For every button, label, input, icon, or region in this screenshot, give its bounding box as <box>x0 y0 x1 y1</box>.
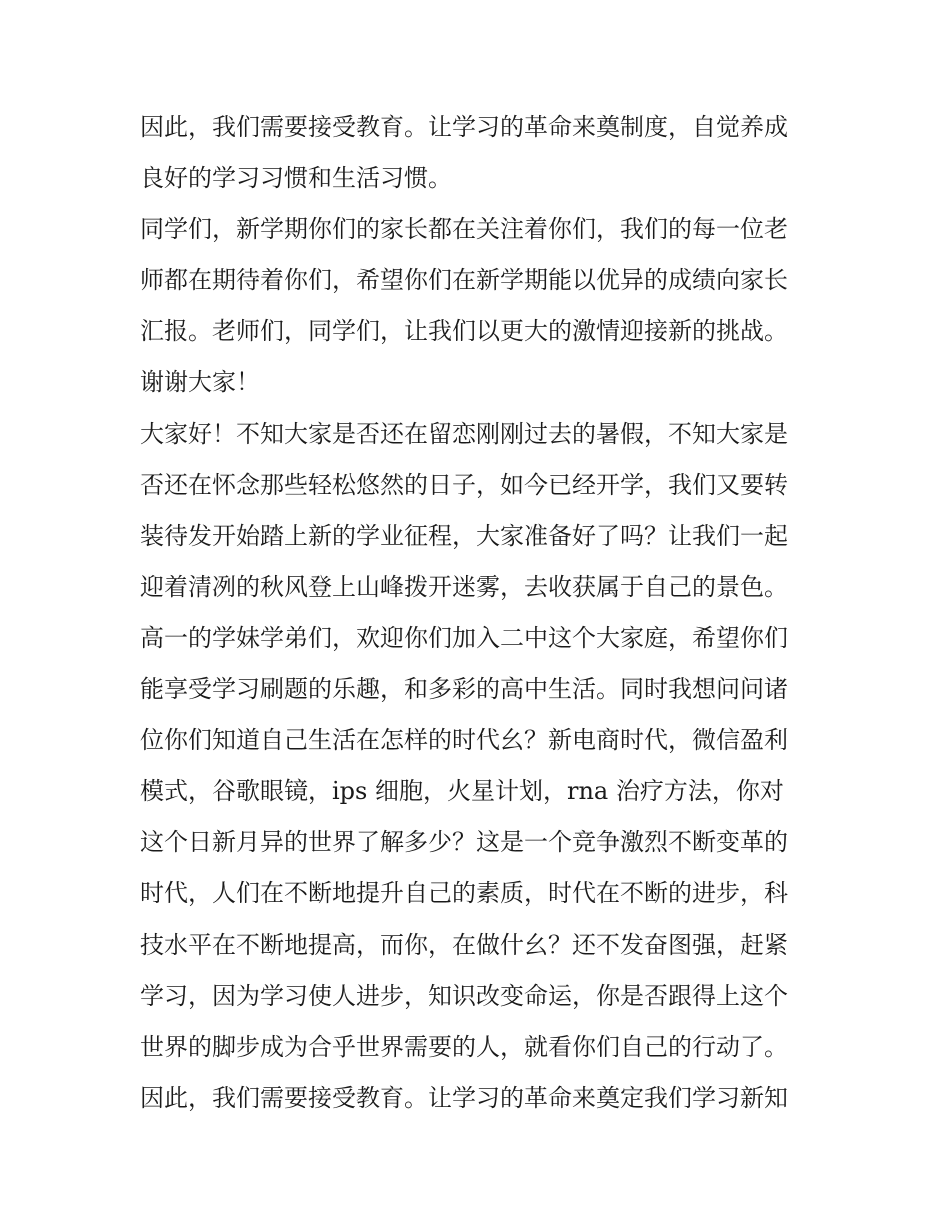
text-line: 否还在怀念那些轻松悠然的日子，如今已经开学，我们又要转 <box>140 470 788 499</box>
text-line: 谢谢大家！ <box>140 368 260 397</box>
text-line: 能享受学习刷题的乐趣，和多彩的高中生活。同时我想问问诸 <box>140 675 788 704</box>
body-text <box>140 102 820 1124</box>
text-line: 大家好！不知大家是否还在留恋刚刚过去的暑假，不知大家是 <box>140 419 788 448</box>
text-line: 因此，我们需要接受教育。让学习的革命来奠定我们学习新知 <box>140 1083 788 1112</box>
text-line: 位你们知道自己生活在怎样的时代幺？新电商时代，微信盈利 <box>140 726 788 755</box>
text-line: 学习，因为学习使人进步，知识改变命运，你是否跟得上这个 <box>140 981 788 1010</box>
text-line: 良好的学习习惯和生活习惯。 <box>140 164 452 193</box>
text-line: 师都在期待着你们，希望你们在新学期能以优异的成绩向家长 <box>140 266 788 295</box>
text-line: 这个日新月异的世界了解多少？这是一个竞争激烈不断变革的 <box>140 828 788 857</box>
text-line: 装待发开始踏上新的学业征程，大家准备好了吗？让我们一起 <box>140 521 788 550</box>
text-line: 汇报。老师们，同学们，让我们以更大的激情迎接新的挑战。 <box>140 317 788 346</box>
text-line: 因此，我们需要接受教育。让学习的革命来奠制度，自觉养成 <box>140 113 788 141</box>
text-line: 迎着清冽的秋风登上山峰拨开迷雾，去收获属于自己的景色。 <box>140 572 788 601</box>
text-line: 时代，人们在不断地提升自己的素质，时代在不断的进步，科 <box>140 879 788 908</box>
text-line: 世界的脚步成为合乎世界需要的人，就看你们自己的行动了。 <box>140 1032 788 1061</box>
text-line: 模式，谷歌眼镜，ips 细胞，火星计划，rna 治疗方法，你对 <box>140 777 784 806</box>
text-line: 高一的学妹学弟们，欢迎你们加入二中这个大家庭，希望你们 <box>140 623 788 652</box>
text-line: 技水平在不断地提高，而你，在做什幺？还不发奋图强，赶紧 <box>140 930 788 959</box>
text-line: 同学们，新学期你们的家长都在关注着你们，我们的每一位老 <box>140 215 788 244</box>
